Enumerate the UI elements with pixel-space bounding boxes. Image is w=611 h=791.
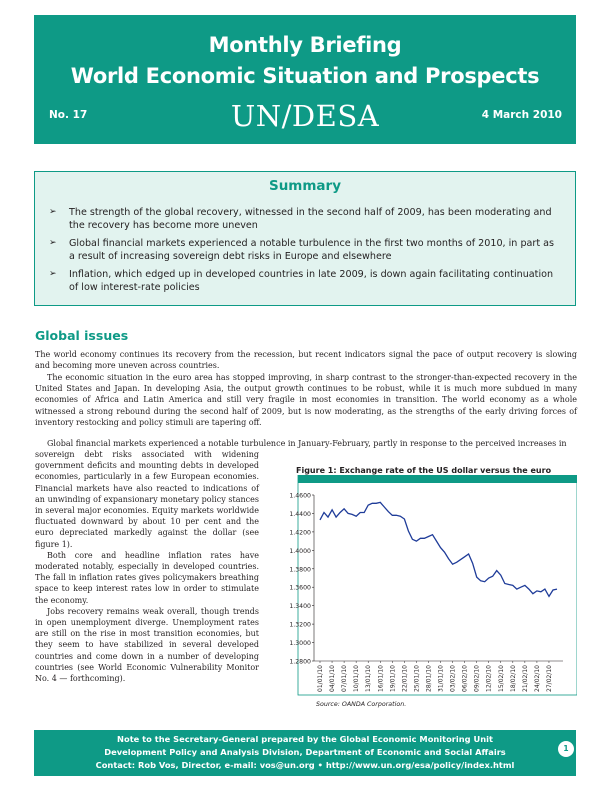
x-tick-label: 24/02/10 [533, 665, 541, 692]
page-number: 1 [558, 741, 574, 757]
body-paragraph: sovereign debt risks associated with widening government deficits and mounting debts in developed economies, particularly in a few European economies. Financial markets have also reacted to indications of an unwinding of expansionary monetary policy stances in several major economies. Equity markets worldwide fluctuated downward by about 10 per cent and the euro depreciated markedly against the dollar (see figure 1). [35, 450, 259, 549]
y-tick-label: 1.3400 [289, 603, 311, 611]
body-paragraph: The economic situation in the euro area has stopped improving, in sharp contrast to the stronger-than-expected recovery in the United States and Japan. In developing Asia, the output growth continues to be robust, while it is much more subdued in many economies of Africa and Latin America and still very fragile in most economies in transition. The world economy as a whole witnessed a strong rebound during the second half of 2009, but is now moderating, as the strengths of the early driving forces of inventory restocking and policy stimuli are tapering off. [35, 373, 577, 427]
x-tick-label: 28/01/10 [425, 665, 433, 692]
body-paragraph: Global financial markets experienced a notable turbulence in January-February, partly in response to the perceived increases in [47, 439, 567, 448]
chart-frame [298, 475, 577, 695]
exchange-rate-chart [278, 475, 577, 711]
x-tick-label: 06/02/10 [461, 665, 469, 692]
x-tick-label: 07/01/10 [341, 665, 349, 692]
masthead [34, 15, 576, 144]
briefing-title: Monthly Briefing [208, 33, 402, 57]
y-tick-label: 1.3200 [289, 621, 311, 629]
x-tick-label: 01/01/10 [317, 665, 324, 692]
y-tick-label: 1.4400 [289, 510, 311, 518]
body-paragraph: Both core and headline inflation rates have moderated notably, especially in developed countries. The fall in inflation rates gives policymakers breathing space to keep interest rates low in order to stimulate the economy. [35, 550, 259, 605]
issue-date: 4 March 2010 [481, 109, 562, 121]
x-tick-label: 22/01/10 [401, 665, 409, 692]
summary-item-text: Inflation, which edged up in developed countries in late 2009, is down again facilitating continuation of low interest-rate policies [69, 269, 554, 293]
x-tick-label: 31/01/10 [437, 665, 445, 692]
section-title: Global issues [35, 328, 129, 343]
x-tick-label: 03/02/10 [449, 665, 457, 692]
x-tick-label: 15/02/10 [497, 665, 505, 692]
y-tick-label: 1.4600 [289, 492, 311, 500]
y-tick-label: 1.4000 [289, 547, 311, 555]
y-tick-label: 1.3000 [289, 640, 311, 648]
x-tick-label: 04/01/10 [329, 665, 337, 692]
chart-header-band [298, 475, 577, 483]
summary-item [49, 237, 559, 263]
issue-number: No. 17 [49, 109, 88, 121]
y-tick-label: 1.2800 [289, 658, 311, 666]
footer-banner [34, 730, 576, 776]
briefing-subtitle: World Economic Situation and Prospects [70, 64, 540, 88]
summary-box [34, 171, 576, 306]
body-paragraph: The world economy continues its recovery from the recession, but recent indicators signal the pace of output recovery is slowing and becoming more uneven across countries. [35, 350, 577, 371]
org-logo-text: UN/DESA [230, 99, 380, 133]
footer-division: Development Policy and Analysis Division, Department of Economic and Social Affairs [104, 747, 506, 757]
summary-item [49, 206, 559, 232]
x-tick-label: 09/02/10 [473, 665, 481, 692]
left-column-text [35, 449, 259, 684]
arrow-bullet-icon: ➢ [49, 269, 57, 279]
chart-source: Source: OANDA Corporation. [316, 701, 407, 708]
summary-list [49, 206, 559, 299]
y-tick-label: 1.3800 [289, 566, 311, 574]
x-tick-label: 12/02/10 [485, 665, 493, 692]
arrow-bullet-icon: ➢ [49, 238, 57, 248]
x-tick-label: 10/01/10 [353, 665, 361, 692]
figure-1 [278, 461, 577, 713]
arrow-bullet-icon: ➢ [49, 207, 57, 217]
x-tick-label: 19/01/10 [389, 665, 397, 692]
x-tick-label: 25/01/10 [413, 665, 421, 692]
summary-item-text: Global financial markets experienced a notable turbulence in the first two months of 2010, in part as a result of increasing sovereign debt risks in Europe and elsewhere [69, 238, 555, 262]
body-paragraph: Jobs recovery remains weak overall, though trends in open unemployment diverge. Unemployment rates are still on the rise in most transition economies, but they seem to have stabilized in several developed countries and come down in a number of developing countries (see World Economic Vulnerability Monitor No. 4 — forthcoming). [35, 606, 259, 684]
x-tick-label: 21/02/10 [521, 665, 529, 692]
summary-heading: Summary [268, 178, 342, 194]
x-tick-label: 13/01/10 [365, 665, 373, 692]
x-tick-label: 18/02/10 [509, 665, 517, 692]
x-tick-label: 16/01/10 [377, 665, 385, 692]
chart-title: Figure 1: Exchange rate of the US dollar versus the euro [296, 466, 552, 475]
y-tick-label: 1.4200 [289, 529, 311, 537]
summary-item-text: The strength of the global recovery, witnessed in the second half of 2009, has been moderating and the recovery has become more uneven [69, 207, 552, 231]
y-tick-label: 1.3600 [289, 584, 311, 592]
x-tick-label: 27/02/10 [545, 665, 553, 692]
summary-item [49, 268, 559, 294]
footer-note: Note to the Secretary-General prepared by the Global Economic Monitoring Unit [117, 734, 493, 744]
footer-contact: Contact: Rob Vos, Director, e-mail: vos@un.org • http://www.un.org/esa/policy/index.html [95, 760, 515, 770]
